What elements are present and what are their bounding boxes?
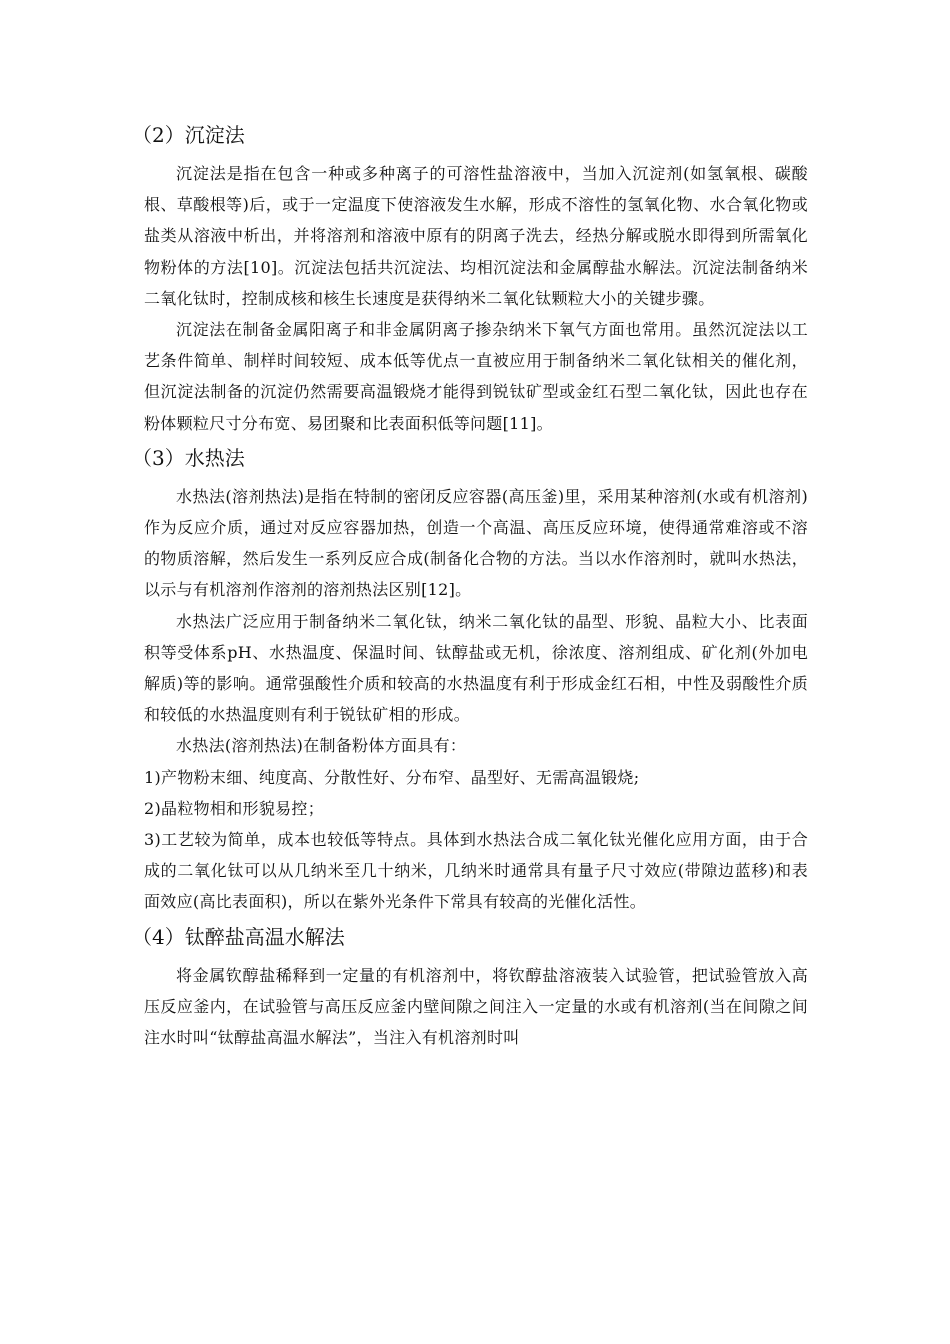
paragraph: 将金属钦醇盐稀释到一定量的有机溶剂中，将钦醇盐溶液装入试验管，把试验管放入高压反应釜内，在试验管与高压反应釜内壁间隙之间注入一定量的水或有机溶剂(当在间隙之间注水时叫“钛醇盐高温水解法”，当注入有机溶剂时叫 xyxy=(144,965,808,1048)
list-item: 3)工艺较为简单，成本也较低等特点。具体到水热法合成二氧化钛光催化应用方面，由于合成的二氧化钛可以从几纳米至几十纳米，几纳米时通常具有量子尺寸效应(带隙边蓝移)和表面效应(高比表面积)，所以在紫外光条件下常具有较高的光催化活性。 xyxy=(144,830,808,912)
section-heading-hydrothermal: （3）水热法 xyxy=(132,445,245,470)
document-body xyxy=(132,118,808,1053)
list-item: 1)产物粉末细、纯度高、分散性好、分布窄、晶型好、无需高温锻烧; xyxy=(144,767,640,787)
section-heading-precipitation: （2）沉淀法 xyxy=(132,123,245,147)
paragraph: 水热法(溶剂热法)是指在特制的密闭反应容器(高压釜)里，采用某种溶剂(水或有机溶剂)作为反应介质，通过对反应容器加热，创造一个高温、高压反应环境，使得通常难溶或不溶的物质溶解，然后发生一系列反应合成(制备化合物的方法。当以水作溶剂时，就叫水热法，以示与有机溶剂作溶剂的溶剂热法区别[12]。 xyxy=(144,486,808,600)
paragraph: 水热法(溶剂热法)在制备粉体方面具有： xyxy=(176,736,467,756)
section-heading-alkoxide-hydrolysis: （4）钛醉盐高温水解法 xyxy=(132,924,345,949)
paragraph: 沉淀法是指在包含一种或多种离子的可溶性盐溶液中，当加入沉淀剂(如氢氧根、碳酸根、草酸根等)后，或于一定温度下使溶液发生水解，形成不溶性的氢氧化物、水合氧化物或盐类从溶液中析出，并将溶剂和溶液中原有的阴离子洗去，经热分解或脱水即得到所需氧化物粉体的方法[10]。沉淀法包括共沉淀法、均相沉淀法和金属醇盐水解法。沉淀法制备纳米二氧化钛时，控制成核和核生长速度是获得纳米二氧化钛颗粒大小的关键步骤。 xyxy=(144,164,808,308)
list-item: 2)晶粒物相和形貌易控； xyxy=(144,798,325,818)
paragraph: 沉淀法在制备金属阳离子和非金属阴离子掺杂纳米下氧气方面也常用。虽然沉淀法以工艺条件简单、制样时间较短、成本低等优点一直被应用于制备纳米二氧化钛相关的催化剂，但沉淀法制备的沉淀仍然需要高温锻烧才能得到锐钛矿型或金红石型二氧化钛，因此也存在粉体颗粒尺寸分布宽、易团聚和比表面积低等问题[11]。 xyxy=(144,320,808,433)
paragraph: 水热法广泛应用于制备纳米二氧化钛，纳米二氧化钛的晶型、形貌、晶粒大小、比表面积等受体系pH、水热温度、保温时间、钛醇盐或无机，徐浓度、溶剂组成、矿化剂(外加电解质)等的影响。通常强酸性介质和较高的水热温度有利于形成金红石相，中性及弱酸性介质和较低的水热温度则有利于锐钛矿相的形成。 xyxy=(144,611,808,725)
